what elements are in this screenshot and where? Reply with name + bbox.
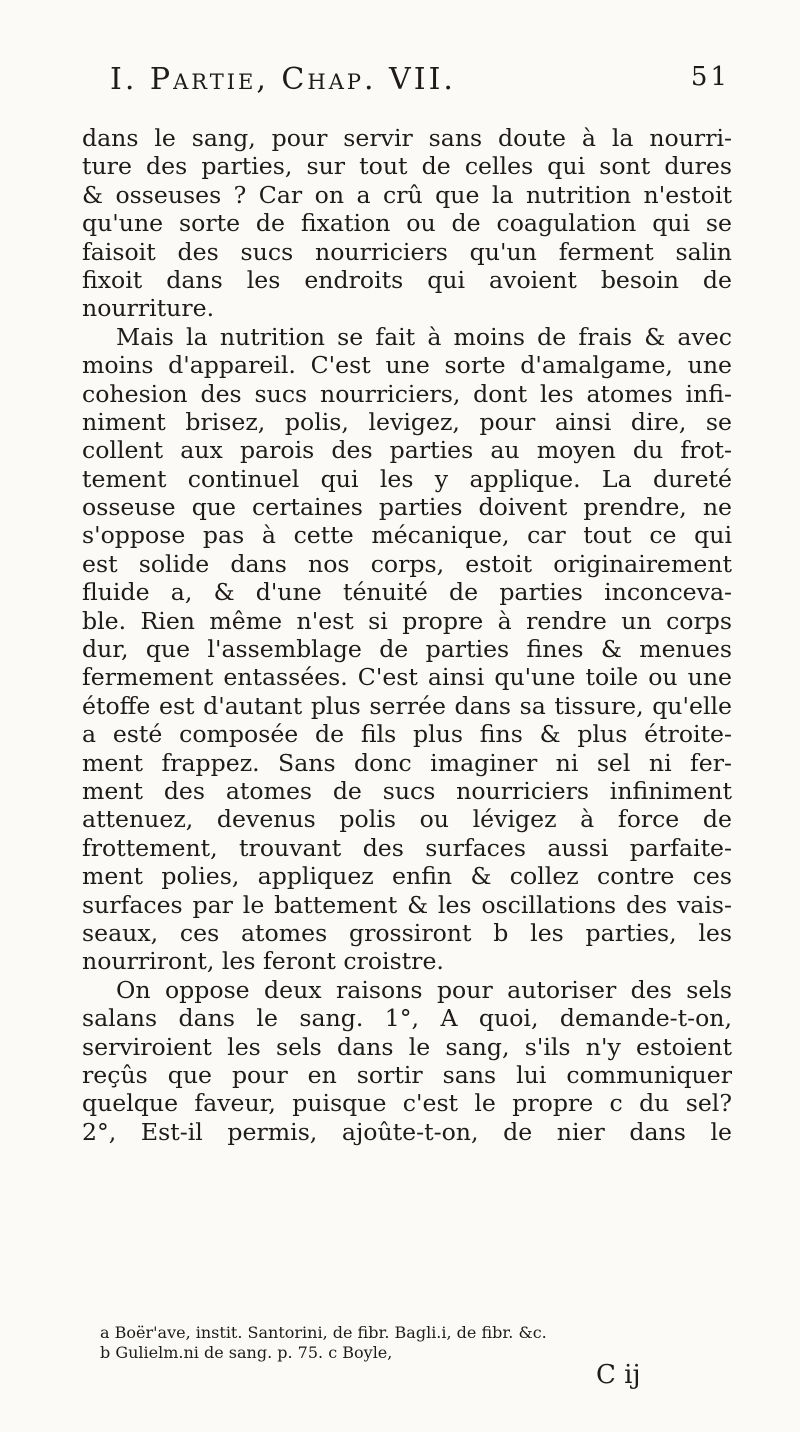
- text-line: faisoit des sucs nourriciers qu'un ferment salin: [82, 237, 732, 266]
- text-line: nourriront, les feront croistre.: [82, 947, 444, 976]
- text-line: dur, que l'assemblage de parties fines & menues: [82, 635, 732, 664]
- page-number: 51: [690, 62, 730, 92]
- text-line: fluide a, & d'une ténuité de parties inconceva-: [82, 578, 732, 607]
- text-line: ture des parties, sur tout de celles qui sont dures: [82, 152, 732, 181]
- text-line: fixoit dans les endroits qui avoient besoin de: [82, 265, 732, 294]
- text-line: 2°, Est-il permis, ajoûte-t-on, de nier dans le: [82, 1117, 732, 1146]
- text-line: salans dans le sang. 1°, A quoi, demande-t-on,: [82, 1004, 732, 1033]
- text-line: cohesion des sucs nourriciers, dont les atomes infi-: [82, 379, 732, 408]
- text-line: attenuez, devenus polis ou lévigez à force de: [82, 805, 732, 834]
- text-line: Mais la nutrition se fait à moins de frais & avec: [116, 322, 732, 351]
- text-line: fermement entassées. C'est ainsi qu'une toile ou une: [82, 663, 732, 692]
- footnotes: [100, 1323, 740, 1363]
- text-line: nourriture.: [82, 294, 215, 323]
- header-title: I. Partie, Chap. VII.: [110, 62, 456, 97]
- text-line: ment des atomes de sucs nourriciers infiniment: [82, 776, 732, 805]
- text-line: & osseuses ? Car on a crû que la nutrition n'estoit: [82, 180, 732, 209]
- text-line: s'oppose pas à cette mécanique, car tout ce qui: [82, 521, 732, 550]
- text-line: serviroient les sels dans le sang, s'ils n'y estoient: [82, 1032, 732, 1061]
- text-line: ment polies, appliquez enfin & collez contre ces: [82, 862, 732, 891]
- text-line: collent aux parois des parties au moyen du frot-: [82, 436, 732, 465]
- text-line: est solide dans nos corps, estoit originairement: [82, 549, 732, 578]
- text-line: étoffe est d'autant plus serrée dans sa tissure, qu'elle: [82, 691, 732, 720]
- text-line: reçûs que pour en sortir sans lui communiquer: [82, 1060, 732, 1089]
- text-line: tement continuel qui les y applique. La dureté: [82, 464, 732, 493]
- footnote: b Gulielm.ni de sang. p. 75. c Boyle,: [100, 1343, 393, 1362]
- signature-mark: C ij: [596, 1360, 641, 1390]
- text-line: dans le sang, pour servir sans doute à la nourri-: [82, 124, 732, 152]
- text-line: On oppose deux raisons pour autoriser des sels: [116, 975, 732, 1004]
- text-line: quelque faveur, puisque c'est le propre c du sel?: [82, 1089, 732, 1118]
- text-line: osseuse que certaines parties doivent prendre, ne: [82, 493, 732, 522]
- text-line: moins d'appareil. C'est une sorte d'amalgame, une: [82, 351, 732, 380]
- body-text: [82, 124, 732, 1146]
- text-line: ble. Rien même n'est si propre à rendre un corps: [82, 606, 732, 635]
- running-header: [110, 62, 730, 112]
- text-line: frottement, trouvant des surfaces aussi parfaite-: [82, 833, 732, 862]
- text-line: surfaces par le battement & les oscillations des vais-: [82, 890, 732, 919]
- text-line: ment frappez. Sans donc imaginer ni sel ni fer-: [82, 748, 732, 777]
- footnote: a Boër'ave, instit. Santorini, de fibr. Bagli.i, de fibr. &c.: [100, 1323, 547, 1342]
- text-line: a esté composée de fils plus fins & plus étroite-: [82, 720, 732, 749]
- text-line: niment brisez, polis, levigez, pour ainsi dire, se: [82, 407, 732, 436]
- text-line: qu'une sorte de fixation ou de coagulation qui se: [82, 209, 732, 238]
- text-line: seaux, ces atomes grossiront b les parties, les: [82, 918, 732, 947]
